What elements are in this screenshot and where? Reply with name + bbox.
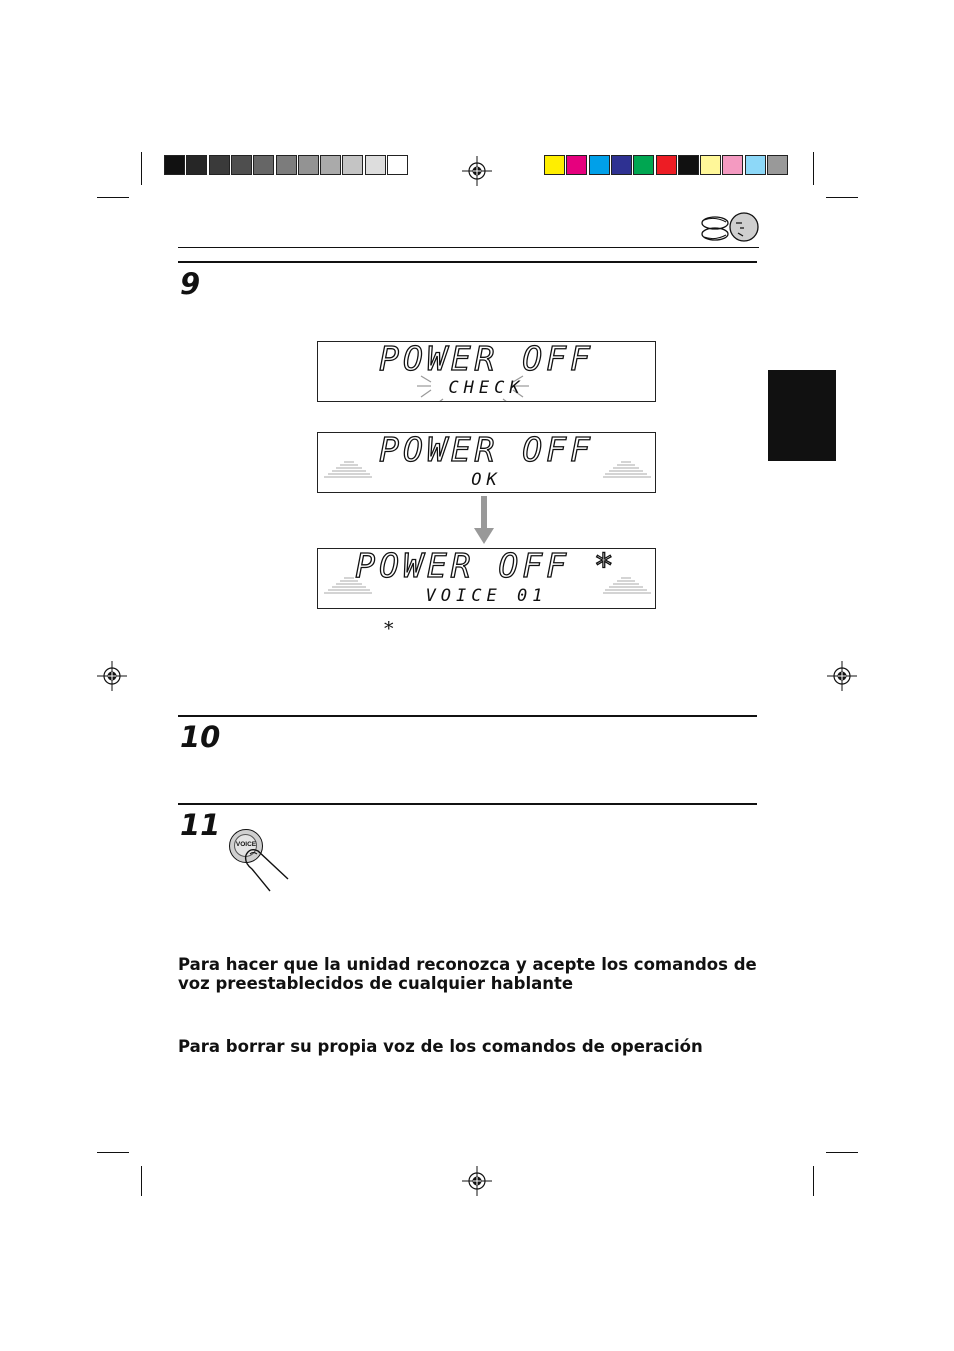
color-swatch — [767, 155, 788, 175]
gray-swatch — [365, 155, 386, 175]
voice-speaker-icon — [698, 210, 760, 246]
step-10-rule — [178, 715, 757, 717]
step-number: 11 — [180, 808, 221, 842]
registration-mark-icon — [827, 661, 857, 691]
registration-mark-icon — [97, 661, 127, 691]
lcd-sub-text: VOICE 01 — [425, 586, 548, 606]
color-swatch — [722, 155, 743, 175]
crop-mark — [97, 1152, 129, 1153]
crop-mark — [813, 152, 814, 185]
gray-swatch — [298, 155, 319, 175]
crop-mark — [813, 1166, 814, 1196]
lcd-sub-text: OK — [471, 470, 502, 490]
voice-button-label: VOICE — [235, 841, 257, 848]
gray-swatch — [387, 155, 408, 175]
registration-mark-icon — [462, 1166, 492, 1196]
lcd-sub-text: CHECK — [448, 378, 525, 398]
gray-swatch — [276, 155, 297, 175]
color-swatch — [678, 155, 699, 175]
gray-swatch — [320, 155, 341, 175]
color-swatch — [589, 155, 610, 175]
crop-mark — [826, 197, 858, 198]
language-tab — [768, 370, 836, 461]
color-swatch — [544, 155, 565, 175]
crop-mark — [141, 1166, 142, 1196]
lcd-main-text: POWER OFF — [379, 432, 594, 469]
step-11-rule — [178, 803, 757, 805]
gray-swatch — [209, 155, 230, 175]
lcd-display-ok — [317, 432, 656, 493]
gray-swatch — [253, 155, 274, 175]
color-swatch — [745, 155, 766, 175]
color-swatch — [633, 155, 654, 175]
heading-erase-voice: Para borrar su propia voz de los comandos de operación — [178, 1037, 703, 1056]
color-swatch — [611, 155, 632, 175]
arrow-down-icon — [474, 496, 494, 546]
step-9-rule — [178, 261, 757, 263]
header-rule — [178, 247, 759, 248]
gray-swatch — [164, 155, 185, 175]
gray-swatch — [186, 155, 207, 175]
lcd-display-voice — [317, 548, 656, 609]
pressing-finger-icon — [240, 845, 296, 895]
heading-preset-voice: Para hacer que la unidad reconozca y acepte los comandos de voz preestablecidos de cualquier hablante — [178, 955, 757, 993]
color-swatch — [566, 155, 587, 175]
color-swatch — [700, 155, 721, 175]
step-number: 10 — [180, 720, 221, 754]
crop-mark — [141, 152, 142, 185]
asterisk-note: * — [384, 618, 394, 640]
step-number: 9 — [180, 267, 201, 301]
lcd-main-text: POWER OFF — [379, 341, 594, 378]
registration-mark-icon — [462, 156, 492, 186]
color-swatch — [656, 155, 677, 175]
gray-swatch — [342, 155, 363, 175]
lcd-main-text: POWER OFF * — [355, 548, 618, 585]
crop-mark — [97, 197, 129, 198]
gray-swatch — [231, 155, 252, 175]
crop-mark — [826, 1152, 858, 1153]
lcd-display-check — [317, 341, 656, 402]
